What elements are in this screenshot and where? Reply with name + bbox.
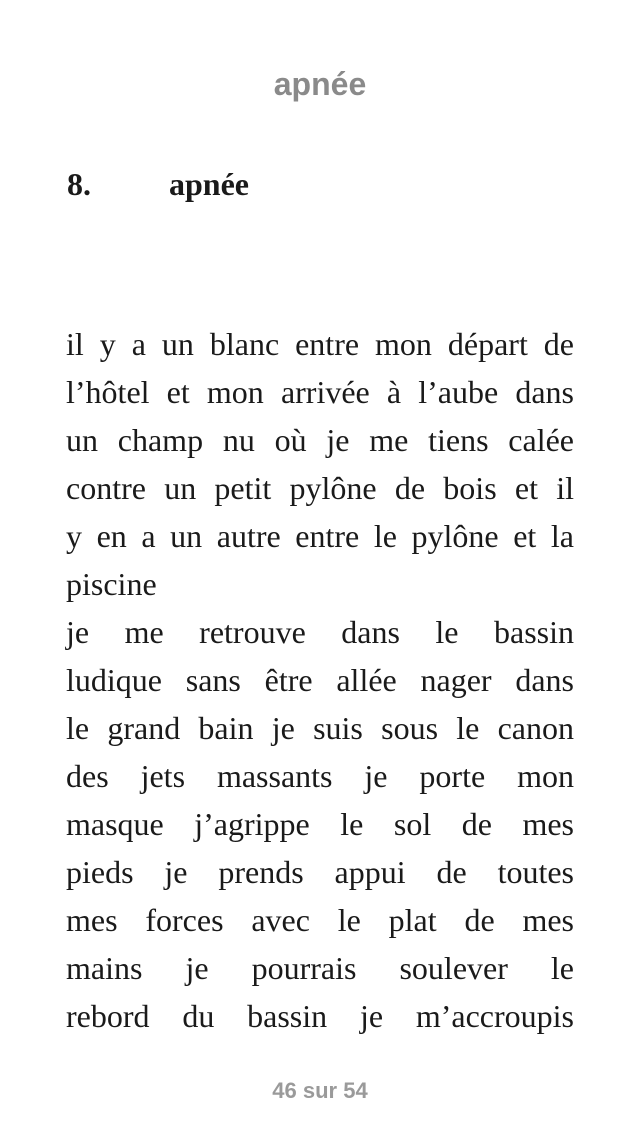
- text-line: pieds je prends appui de toutes: [66, 854, 574, 890]
- text-line: contre un petit pylône de bois et il: [66, 470, 574, 506]
- text-line: masque j’agrippe le sol de mes: [66, 806, 574, 842]
- text-line: mes forces avec le plat de mes: [66, 902, 574, 938]
- text-line: piscine: [66, 566, 157, 602]
- text-line: je me retrouve dans le bassin: [66, 614, 574, 650]
- text-line: le grand bain je suis sous le canon: [66, 710, 574, 746]
- reading-text[interactable]: [66, 320, 574, 1040]
- text-line: il y a un blanc entre mon départ de: [66, 326, 574, 362]
- text-line: ludique sans être allée nager dans: [66, 662, 574, 698]
- paragraph: [66, 320, 574, 608]
- text-line: des jets massants je porte mon: [66, 758, 574, 794]
- page-indicator: 46 sur 54: [272, 1078, 368, 1103]
- text-line: l’hôtel et mon arrivée à l’aube dans: [66, 374, 574, 410]
- chapter-title: apnée: [169, 166, 249, 202]
- text-line: rebord du bassin je m’accroupis: [66, 998, 574, 1034]
- chapter-number: 8.: [67, 166, 91, 202]
- text-line: un champ nu où je me tiens calée: [66, 422, 574, 458]
- paragraph: [66, 608, 574, 1040]
- text-line: mains je pourrais soulever le: [66, 950, 574, 986]
- text-line: y en a un autre entre le pylône et la: [66, 518, 574, 554]
- book-title[interactable]: apnée: [273, 66, 367, 102]
